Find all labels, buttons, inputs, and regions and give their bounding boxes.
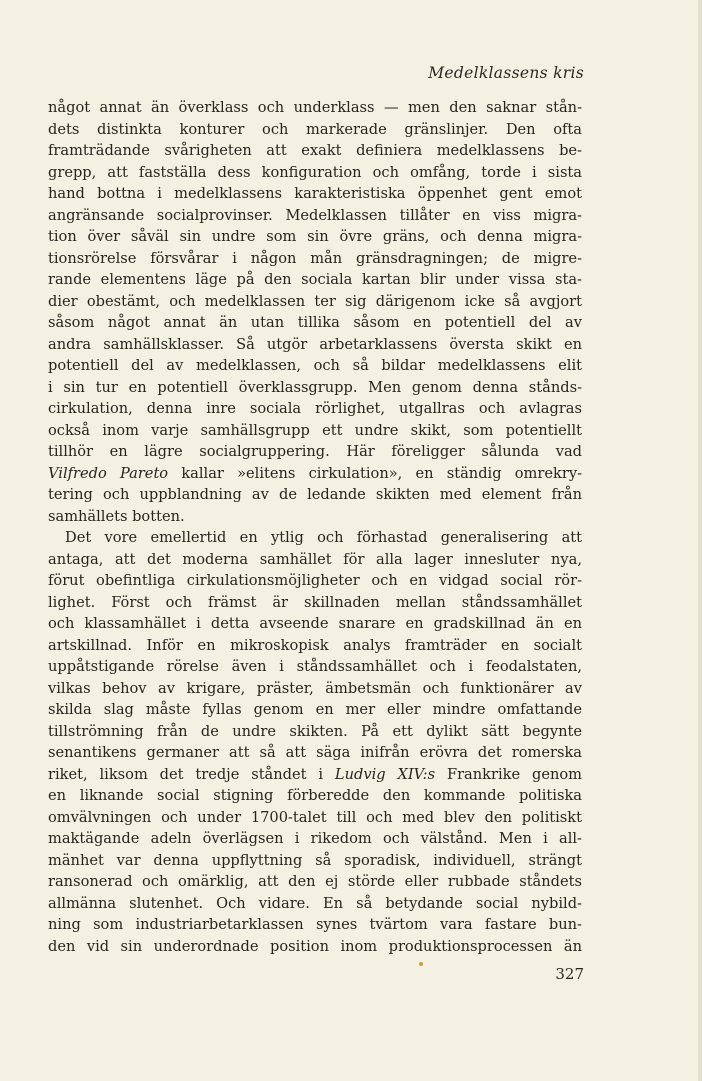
text-line: dier obestämt, och medelklassen ter sig därigenom icke så avgjort bbox=[48, 292, 582, 310]
text-line bbox=[48, 764, 582, 786]
text-line: uppåtstigande rörelse även i ståndssamhället och i feodalstaten, bbox=[48, 658, 582, 675]
text-line: vilkas behov av krigare, präster, ämbetsmän och funktionärer av bbox=[48, 679, 582, 697]
text-line: grepp, att fastställa dess konfiguration och omfång, torde i sista bbox=[48, 163, 582, 181]
text-line: något annat än överklass och underklass — men den saknar stån- bbox=[48, 99, 582, 116]
text-line: senantikens germaner att så att säga inifrån erövra det romerska bbox=[48, 744, 582, 761]
body-text bbox=[48, 97, 582, 957]
text-line: potentiell del av medelklassen, och så bildar medelklassens elit bbox=[48, 357, 582, 374]
text-line: också inom varje samhällsgrupp ett undre skikt, som potentiellt bbox=[48, 421, 582, 439]
text-line: rande elementens läge på den sociala kartan blir under vissa sta- bbox=[48, 271, 582, 288]
text-line: en liknande social stigning förberedde den kommande politiska bbox=[48, 787, 582, 804]
text-line: omvälvningen och under 1700-talet till och med blev den politiskt bbox=[48, 808, 582, 826]
text-line: framträdande svårigheten att exakt definiera medelklassens be- bbox=[48, 142, 582, 159]
text-line bbox=[48, 463, 582, 485]
text-line: den vid sin underordnade position inom produktionsprocessen än bbox=[48, 937, 582, 955]
text-line: skilda slag måste fyllas genom en mer eller mindre omfattande bbox=[48, 701, 582, 718]
text-line: Det vore emellertid en ytlig och förhastad generalisering att bbox=[65, 529, 582, 546]
text-line: tillströmning från de undre skikten. På ett dylikt sätt begynte bbox=[48, 722, 582, 740]
text-line: ning som industriarbetarklassen synes tvärtom vara fastare bun- bbox=[48, 916, 582, 933]
text-line: lighet. Först och främst är skillnaden mellan ståndssamhället bbox=[48, 593, 582, 611]
text-line: maktägande adeln överlägsen i rikedom och välstånd. Men i all- bbox=[48, 830, 582, 847]
page-edge bbox=[698, 0, 702, 1081]
text-line: dets distinkta konturer och markerade gränslinjer. Den ofta bbox=[48, 120, 582, 138]
text-line: andra samhällsklasser. Så utgör arbetarklassens översta skikt en bbox=[48, 335, 582, 353]
text-line: tion över såväl sin undre som sin övre gräns, och denna migra- bbox=[48, 228, 582, 245]
text-line: tering och uppblandning av de ledande skikten med element från bbox=[48, 486, 582, 503]
page-number: 327 bbox=[555, 965, 584, 983]
running-head: Medelklassens kris bbox=[428, 64, 584, 82]
print-speck bbox=[419, 962, 423, 966]
text-line: i sin tur en potentiell överklassgrupp. Men genom denna stånds- bbox=[48, 378, 582, 396]
text-line: angränsande socialprovinser. Medelklassen tillåter en viss migra- bbox=[48, 206, 582, 224]
text-line: tionsrörelse försvårar i någon mån gränsdragningen; de migre- bbox=[48, 249, 582, 267]
text-line: mänhet var denna uppflyttning så sporadisk, individuell, strängt bbox=[48, 851, 582, 869]
line-text: Frankrike genom bbox=[435, 765, 582, 783]
italic-name: Ludvig XIV:s bbox=[334, 765, 436, 783]
text-line: hand bottna i medelklassens karakteristiska öppenhet gent emot bbox=[48, 185, 582, 202]
italic-name: Vilfredo Pareto bbox=[48, 464, 169, 482]
text-line: antaga, att det moderna samhället för alla lager innesluter nya, bbox=[48, 550, 582, 568]
line-text: kallar »elitens cirkulation», en ständig omrekry- bbox=[168, 464, 582, 482]
text-line: ransonerad och omärklig, att den ej störde eller rubbade ståndets bbox=[48, 873, 582, 890]
text-line: och klassamhället i detta avseende snarare en gradskillnad än en bbox=[48, 615, 582, 632]
line-text: riket, liksom det tredje ståndet i bbox=[48, 765, 335, 783]
text-line: såsom något annat än utan tillika såsom en potentiell del av bbox=[48, 314, 582, 331]
text-line: tillhör en lägre socialgruppering. Här föreligger sålunda vad bbox=[48, 443, 582, 460]
text-line: cirkulation, denna inre sociala rörlighet, utgallras och avlagras bbox=[48, 400, 582, 417]
text-line: allmänna slutenhet. Och vidare. En så betydande social nybild- bbox=[48, 894, 582, 912]
text-line: samhällets botten. bbox=[48, 507, 185, 525]
text-line: artskillnad. Inför en mikroskopisk analys framträder en socialt bbox=[48, 636, 582, 654]
text-line: förut obefintliga cirkulationsmöjligheter och en vidgad social rör- bbox=[48, 572, 582, 589]
